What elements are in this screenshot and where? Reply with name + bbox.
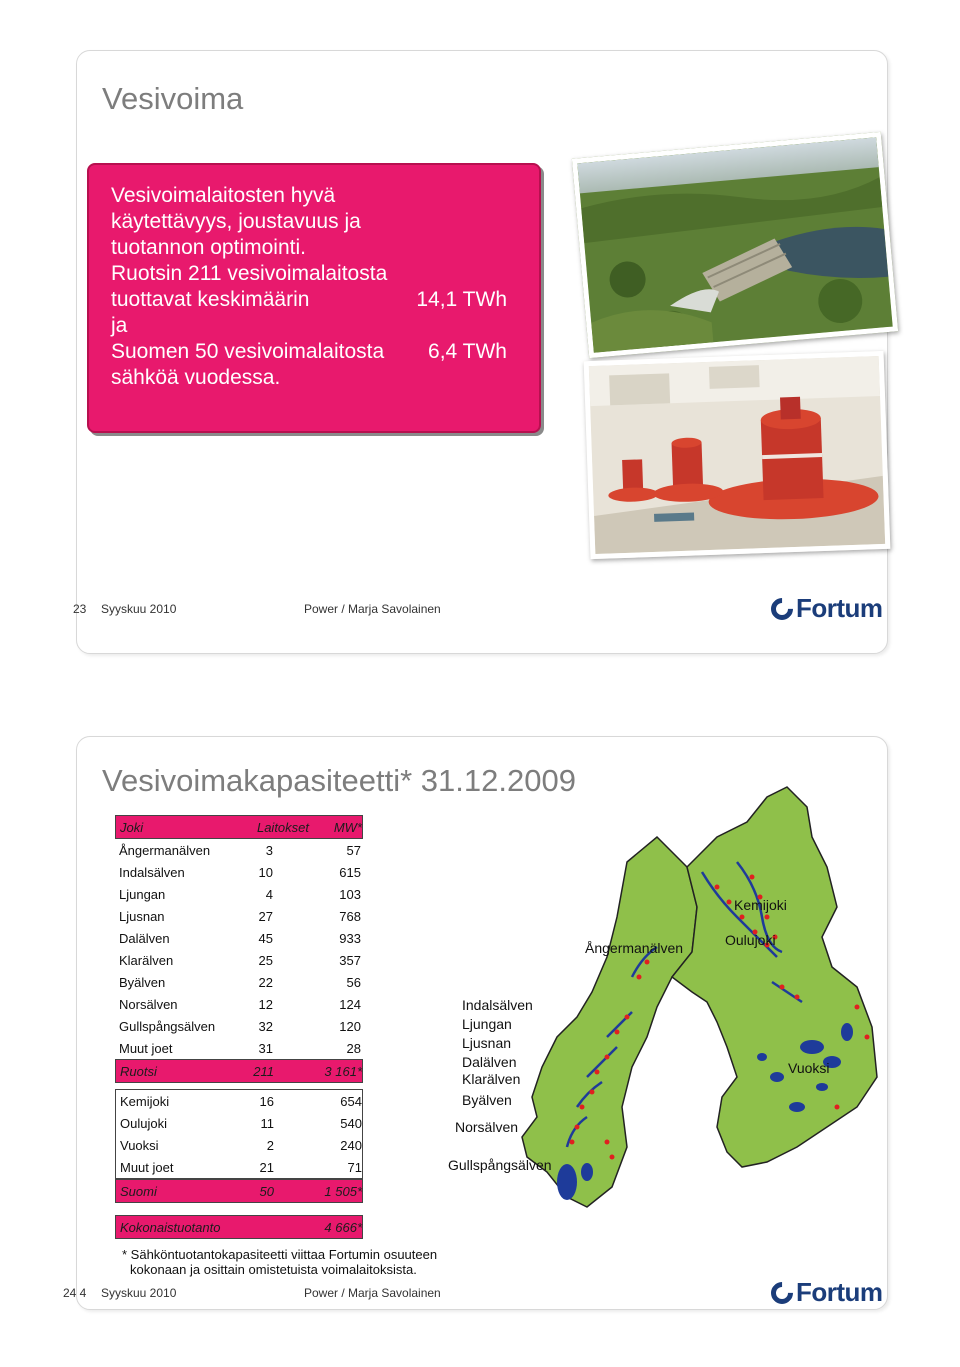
callout-line: tuotannon optimointi.	[111, 236, 306, 259]
logo-text: Fortum	[796, 1277, 883, 1307]
callout-label: tuottavat keskimäärin	[111, 288, 310, 311]
table-cell: 12	[258, 996, 273, 1012]
table-row	[116, 1112, 362, 1134]
table-cell: Klarälven	[119, 952, 174, 968]
table-row	[115, 971, 363, 993]
table-cell: Vuoksi	[120, 1137, 159, 1153]
callout-line: ja	[111, 314, 128, 337]
callout-value: 14,1 TWh	[416, 288, 507, 311]
finland-total-row	[115, 1179, 363, 1203]
capacity-table	[115, 815, 363, 1239]
pink-callout-box	[87, 163, 541, 433]
map-label-norsalven: Norsälven	[455, 1119, 519, 1135]
logo-text: Fortum	[796, 593, 883, 623]
table-cell: Byälven	[119, 974, 166, 990]
table-cell: 56	[346, 974, 361, 990]
table-cell: 71	[347, 1159, 362, 1175]
table-cell: 124	[339, 996, 361, 1012]
table-cell: Ljungan	[119, 886, 166, 902]
table-cell: 540	[340, 1115, 362, 1131]
table-cell: 103	[339, 886, 361, 902]
table-cell: Gullspångsälven	[119, 1018, 216, 1034]
finland-rows	[115, 1089, 363, 1179]
table-cell: 240	[340, 1137, 362, 1153]
footnote-line: kokonaan ja osittain omistetuista voimalaitoksista.	[130, 1262, 417, 1277]
table-cell: 10	[258, 864, 273, 880]
map-label-gullspangsalven: Gullspångsälven	[448, 1157, 552, 1173]
table-cell: 654	[340, 1093, 362, 1109]
table-cell: 615	[339, 864, 361, 880]
footer-author: Power / Marja Savolainen	[304, 602, 441, 616]
table-cell: 22	[258, 974, 273, 990]
table-cell: 357	[339, 952, 361, 968]
table-row	[115, 927, 363, 949]
table-cell: 31	[258, 1040, 273, 1056]
table-cell: Muut joet	[119, 1040, 173, 1056]
header-cell: Joki	[120, 819, 144, 835]
callout-line: käytettävyys, joustavuus ja	[111, 210, 361, 233]
turbine-hall-photo	[584, 351, 891, 559]
footer-date: Syyskuu 2010	[101, 1286, 177, 1300]
map-label-oulujoki: Oulujoki	[725, 932, 776, 948]
table-row	[115, 905, 363, 927]
map-label-vuoksi: Vuoksi	[788, 1060, 830, 1076]
sweden-total-row	[115, 1059, 363, 1083]
slide-title: Vesivoima	[102, 81, 244, 116]
scandinavia-map	[417, 777, 887, 1217]
table-cell: 211	[253, 1063, 274, 1079]
map-label-byalven: Byälven	[462, 1092, 512, 1108]
map-label-angermanalven: Ångermanälven	[585, 940, 684, 956]
finland-shape	[672, 787, 877, 1167]
header-cell: MW*	[333, 819, 362, 835]
table-cell: 50	[259, 1183, 274, 1199]
callout-value: 6,4 TWh	[428, 340, 507, 363]
sweden-rows	[115, 839, 363, 1059]
table-cell: Dalälven	[119, 930, 170, 946]
table-row	[115, 993, 363, 1015]
table-cell: 4 666*	[324, 1219, 362, 1235]
table-row	[115, 839, 363, 861]
map-label-ljungan: Ljungan	[462, 1016, 512, 1032]
fortum-mark-icon	[766, 593, 797, 624]
fortum-logo	[771, 593, 883, 624]
fortum-logo	[771, 1277, 883, 1308]
table-cell: 3	[265, 842, 273, 858]
table-row	[115, 1015, 363, 1037]
callout-line: Ruotsin 211 vesivoimalaitosta	[111, 262, 388, 285]
callout-line: Vesivoimalaitosten hyvä	[111, 184, 336, 207]
footnote-line: * Sähköntuotantokapasiteetti viittaa Fortumin osuuteen	[122, 1247, 438, 1262]
table-cell: 120	[339, 1018, 361, 1034]
table-cell: 27	[258, 908, 273, 924]
sweden-shape	[522, 837, 697, 1207]
table-cell: 933	[339, 930, 361, 946]
footer-author: Power / Marja Savolainen	[304, 1286, 441, 1300]
slide-title: Vesivoimakapasiteetti* 31.12.2009	[102, 763, 576, 798]
table-cell: 1 505*	[324, 1183, 362, 1199]
table-row	[115, 949, 363, 971]
map-label-ljusnan: Ljusnan	[462, 1035, 512, 1051]
table-cell: 57	[346, 842, 361, 858]
slide-24	[63, 736, 888, 1310]
table-row	[116, 1090, 362, 1112]
table-cell: Ruotsi	[120, 1063, 157, 1079]
table-cell: 3 161*	[324, 1063, 362, 1079]
map-label-indalsalven: Indalsälven	[462, 997, 533, 1013]
slide-23	[73, 50, 888, 654]
map-label-kemijoki: Kemijoki	[734, 897, 787, 913]
callout-line	[111, 339, 517, 365]
table-cell: 16	[259, 1093, 274, 1109]
table-cell: 2	[266, 1137, 274, 1153]
callout-line	[111, 287, 517, 313]
table-cell: 21	[259, 1159, 274, 1175]
table-cell: Suomi	[120, 1183, 157, 1199]
table-cell: Norsälven	[119, 996, 178, 1012]
footnote	[122, 1247, 437, 1277]
map-label-dalalven: Dalälven	[462, 1054, 517, 1070]
table-cell: Ångermanälven	[119, 842, 211, 858]
turbine-hall-image	[589, 356, 885, 554]
dam-photo-image	[577, 137, 892, 352]
fortum-mark-icon	[766, 1277, 797, 1308]
footer-page-number: 23	[73, 602, 87, 616]
table-cell: Kokonaistuotanto	[120, 1219, 221, 1235]
table-cell: Ljusnan	[119, 908, 165, 924]
table-cell: 11	[260, 1115, 274, 1131]
table-cell: Indalsälven	[119, 864, 185, 880]
table-cell: Muut joet	[120, 1159, 174, 1175]
table-row	[115, 861, 363, 883]
table-cell: 25	[258, 952, 273, 968]
map-label-klaralven: Klarälven	[462, 1071, 521, 1087]
table-cell: 32	[258, 1018, 273, 1034]
table-cell: 28	[346, 1040, 361, 1056]
footer-date: Syyskuu 2010	[101, 602, 177, 616]
dam-photo	[572, 132, 898, 358]
table-cell: Kemijoki	[120, 1093, 170, 1109]
table-row	[115, 883, 363, 905]
table-cell: 768	[339, 908, 361, 924]
table-header-row	[115, 815, 363, 839]
callout-label: Suomen 50 vesivoimalaitosta	[111, 340, 385, 363]
footer-page-number: 24 4	[63, 1286, 87, 1300]
table-row	[115, 1037, 363, 1059]
table-cell: 4	[265, 886, 273, 902]
grand-total-row	[115, 1215, 363, 1239]
table-row	[116, 1134, 362, 1156]
table-cell: 45	[258, 930, 273, 946]
callout-line: sähköä vuodessa.	[111, 366, 281, 389]
table-cell: Oulujoki	[120, 1115, 167, 1131]
table-row	[116, 1156, 362, 1178]
header-cell: Laitokset	[256, 819, 310, 835]
